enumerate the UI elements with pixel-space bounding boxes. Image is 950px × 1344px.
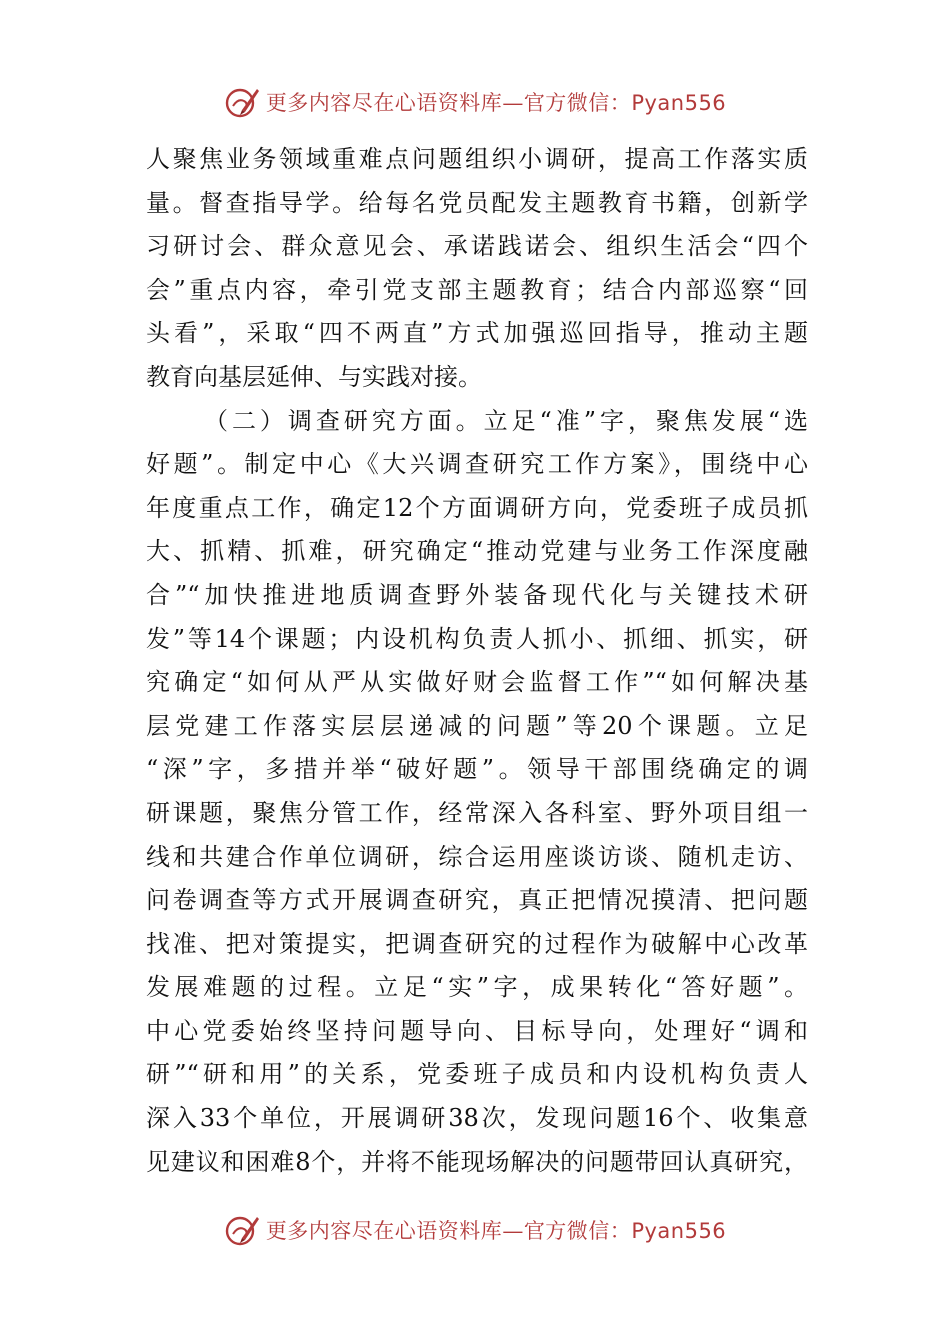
document-body (146, 138, 808, 1184)
body-line: 合”“加快推进地质调查野外装备现代化与关键技术研 (146, 580, 808, 609)
header-watermark (0, 78, 950, 126)
watermark-sub: 官方微信： (523, 91, 632, 115)
footer-watermark (0, 1206, 950, 1254)
body-line: 问卷调查等方式开展调查研究，真正把情况摸清、把问题 (146, 886, 808, 915)
watermark-text (266, 87, 726, 117)
body-line: 人聚焦业务领域重难点问题组织小调研，提高工作落实质 (146, 145, 808, 173)
body-line: 发展难题的过程。立足“实”字，成果转化“答好题”。 (146, 973, 808, 1002)
body-line: 线和共建合作单位调研，综合运用座谈访谈、随机走访、 (146, 842, 808, 871)
body-line: 深入33个单位，开展调研38次，发现问题16个、收集意 (146, 1104, 808, 1133)
body-line: 层党建工作落实层层递减的问题”等20个课题。立足 (146, 711, 808, 740)
watermark-dash: — (502, 1219, 524, 1243)
body-line: 习研讨会、群众意见会、承诺践诺会、组织生活会“四个 (146, 232, 808, 261)
body-line: 发”等14个课题；内设机构负责人抓小、抓细、抓实，研 (146, 624, 808, 653)
watermark-sub: 官方微信： (523, 1219, 632, 1243)
pen-logo-icon (224, 1212, 260, 1248)
body-line: 量。督查指导学。给每名党员配发主题教育书籍，创新学 (146, 188, 808, 217)
watermark-id: Pyan556 (631, 91, 727, 115)
body-line: 年度重点工作，确定12个方面调研方向，党委班子成员抓 (146, 493, 808, 522)
watermark-text (266, 1215, 726, 1245)
body-line: 好题”。制定中心《大兴调查研究工作方案》，围绕中心 (146, 450, 808, 479)
body-line: 教育向基层延伸、与实践对接。 (146, 362, 482, 391)
body-line: “深”字，多措并举“破好题”。领导干部围绕确定的调 (146, 755, 808, 784)
watermark-dash: — (502, 91, 524, 115)
body-line: 究确定“如何从严从实做好财会监督工作”“如何解决基 (146, 668, 808, 697)
body-line: 见建议和困难8个，并将不能现场解决的问题带回认真研究， (146, 1147, 808, 1176)
pen-logo-icon (224, 84, 260, 120)
body-line: 找准、把对策提实，把调查研究的过程作为破解中心改革 (146, 929, 808, 958)
watermark-main: 更多内容尽在心语资料库 (265, 91, 503, 115)
body-line: 头看”，采取“四不两直”方式加强巡回指导，推动主题 (146, 319, 808, 348)
body-line: 研”“研和用”的关系，党委班子成员和内设机构负责人 (146, 1060, 808, 1089)
body-line: 中心党委始终坚持问题导向、目标导向，处理好“调和 (146, 1016, 808, 1045)
body-line: 大、抓精、抓难，研究确定“推动党建与业务工作深度融 (146, 537, 808, 566)
watermark-main: 更多内容尽在心语资料库 (265, 1219, 503, 1243)
body-line: 研课题，聚焦分管工作，经常深入各科室、野外项目组一 (146, 798, 808, 827)
body-line-paragraph-start: （二）调查研究方面。立足“准”字，聚焦发展“选 (204, 406, 808, 435)
body-line: 会”重点内容，牵引党支部主题教育；结合内部巡察“回 (146, 275, 808, 304)
watermark-id: Pyan556 (631, 1219, 727, 1243)
